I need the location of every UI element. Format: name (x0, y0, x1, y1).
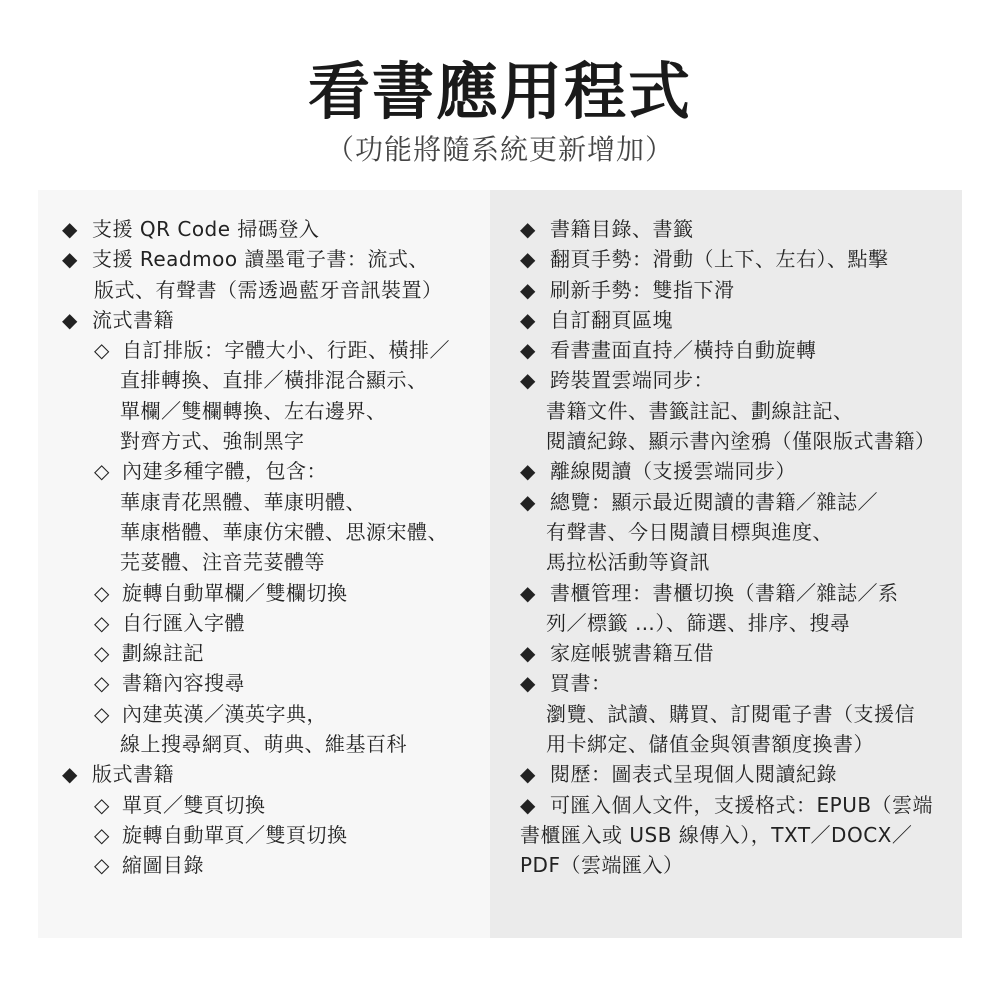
feature-line (490, 820, 962, 850)
hollow-diamond-bullet-icon: ◇ (94, 338, 110, 363)
feature-line (38, 456, 490, 486)
filled-diamond-bullet-icon: ◆ (520, 247, 536, 272)
feature-text: 刷新手勢：雙指下滑 (550, 277, 735, 302)
filled-diamond-bullet-icon: ◆ (520, 277, 536, 302)
hollow-diamond-bullet-icon: ◇ (94, 641, 110, 666)
page-subtitle: （功能將隨系統更新增加） (325, 133, 674, 166)
feature-text: 跨裝置雲端同步： (550, 368, 714, 393)
feature-text: 芫荽體、注音芫荽體等 (120, 550, 325, 575)
feature-text: 線上搜尋網頁、萌典、維基百科 (120, 732, 407, 757)
feature-text: 閱歷：圖表式呈現個人閱讀紀錄 (550, 762, 837, 787)
feature-line (38, 759, 490, 789)
feature-text: 書櫃匯入或 USB 線傳入），TXT／DOCX／ (520, 822, 913, 847)
feature-text: 旋轉自動單欄／雙欄切換 (122, 580, 348, 605)
feature-text: 支援 Readmoo 讀墨電子書：流式、 (92, 247, 429, 272)
feature-text: 買書： (550, 671, 612, 696)
feature-text: 有聲書、今日閱讀目標與進度、 (546, 519, 833, 544)
feature-text: 支援 QR Code 掃碼登入 (92, 217, 320, 241)
feature-text: 華康青花黑體、華康明體、 (120, 489, 366, 514)
feature-line (38, 426, 490, 456)
feature-line (38, 244, 490, 274)
filled-diamond-bullet-icon: ◆ (62, 217, 78, 241)
feature-line (490, 214, 962, 244)
feature-text: 可匯入個人文件，支援格式：EPUB（雲端 (550, 792, 934, 817)
filled-diamond-bullet-icon: ◆ (520, 307, 536, 332)
feature-line (490, 668, 962, 698)
feature-line (38, 517, 490, 547)
feature-line (490, 335, 962, 365)
feature-text: 書籍目錄、書籤 (550, 217, 694, 241)
filled-diamond-bullet-icon: ◆ (520, 368, 536, 393)
feature-line (490, 608, 962, 638)
feature-text: 翻頁手勢：滑動（上下、左右）、點擊 (550, 247, 889, 272)
feature-line (38, 668, 490, 698)
filled-diamond-bullet-icon: ◆ (520, 489, 536, 514)
feature-line (490, 517, 962, 547)
feature-text: 用卡綁定、儲值金與領書額度換書） (546, 732, 874, 757)
feature-line (38, 638, 490, 668)
filled-diamond-bullet-icon: ◆ (520, 762, 536, 787)
hollow-diamond-bullet-icon: ◇ (94, 822, 110, 847)
feature-text: 離線閱讀（支援雲端同步） (550, 459, 796, 484)
hollow-diamond-bullet-icon: ◇ (94, 459, 110, 484)
filled-diamond-bullet-icon: ◆ (520, 792, 536, 817)
hollow-diamond-bullet-icon: ◇ (94, 671, 110, 696)
feature-text: 書籍內容搜尋 (122, 671, 245, 696)
filled-diamond-bullet-icon: ◆ (520, 217, 536, 241)
feature-line (490, 699, 962, 729)
filled-diamond-bullet-icon: ◆ (520, 459, 536, 484)
feature-line (38, 396, 490, 426)
feature-line (38, 214, 490, 244)
feature-text: 內建英漢／漢英字典， (122, 701, 327, 726)
feature-line (38, 487, 490, 517)
feature-line (490, 275, 962, 305)
feature-line (490, 426, 962, 456)
feature-text: 自訂翻頁區塊 (550, 307, 673, 332)
filled-diamond-bullet-icon: ◆ (520, 641, 536, 666)
feature-text: 看書畫面直持／橫持自動旋轉 (550, 338, 817, 363)
hollow-diamond-bullet-icon: ◇ (94, 701, 110, 726)
feature-text: 瀏覽、試讀、購買、訂閱電子書（支援信 (546, 701, 915, 726)
feature-line (38, 699, 490, 729)
filled-diamond-bullet-icon: ◆ (520, 580, 536, 605)
feature-line (490, 244, 962, 274)
feature-panel-left (38, 190, 490, 938)
filled-diamond-bullet-icon: ◆ (62, 307, 78, 332)
filled-diamond-bullet-icon: ◆ (62, 247, 78, 272)
feature-text: 華康楷體、華康仿宋體、思源宋體、 (120, 519, 448, 544)
feature-line (38, 850, 490, 880)
feature-text: 自訂排版：字體大小、行距、橫排／ (122, 338, 450, 363)
feature-text: 劃線註記 (122, 641, 204, 666)
feature-line (38, 335, 490, 365)
feature-text: 書櫃管理：書櫃切換（書籍／雜誌／系 (550, 580, 899, 605)
hollow-diamond-bullet-icon: ◇ (94, 610, 110, 635)
feature-line (490, 305, 962, 335)
feature-text: 閱讀紀錄、顯示書內塗鴉（僅限版式書籍） (546, 429, 936, 454)
filled-diamond-bullet-icon: ◆ (520, 671, 536, 696)
feature-line (490, 547, 962, 577)
feature-text: 列／標籤 …）、篩選、排序、搜尋 (546, 610, 851, 635)
feature-text: 單欄／雙欄轉換、左右邊界、 (120, 398, 387, 423)
feature-text: 版式書籍 (92, 762, 174, 787)
feature-text: 家庭帳號書籍互借 (550, 641, 714, 666)
feature-line (38, 275, 490, 305)
feature-line (490, 456, 962, 486)
hollow-diamond-bullet-icon: ◇ (94, 580, 110, 605)
feature-text: 單頁／雙頁切換 (122, 792, 266, 817)
feature-text: 自行匯入字體 (122, 610, 245, 635)
feature-text: 旋轉自動單頁／雙頁切換 (122, 822, 348, 847)
feature-line (38, 578, 490, 608)
feature-text: 書籍文件、書籤註記、劃線註記、 (546, 398, 854, 423)
hollow-diamond-bullet-icon: ◇ (94, 853, 110, 878)
feature-line (38, 547, 490, 577)
feature-line (490, 578, 962, 608)
feature-line (490, 365, 962, 395)
page-title: 看書應用程式 (307, 55, 692, 128)
feature-line (38, 729, 490, 759)
feature-text: 馬拉松活動等資訊 (546, 550, 710, 575)
filled-diamond-bullet-icon: ◆ (62, 762, 78, 787)
feature-text: 版式、有聲書（需透過藍牙音訊裝置） (94, 277, 443, 302)
feature-line (490, 759, 962, 789)
feature-line (490, 729, 962, 759)
feature-line (38, 820, 490, 850)
feature-line (38, 790, 490, 820)
feature-text: 縮圖目錄 (122, 853, 204, 878)
filled-diamond-bullet-icon: ◆ (520, 338, 536, 363)
hollow-diamond-bullet-icon: ◇ (94, 792, 110, 817)
feature-line (38, 305, 490, 335)
feature-line (38, 608, 490, 638)
feature-line (490, 396, 962, 426)
feature-line (38, 365, 490, 395)
feature-text: PDF（雲端匯入） (520, 853, 684, 878)
feature-text: 直排轉換、直排／橫排混合顯示、 (120, 368, 428, 393)
feature-text: 總覽：顯示最近閱讀的書籍／雜誌／ (550, 489, 878, 514)
feature-line (490, 850, 962, 880)
feature-text: 內建多種字體，包含： (122, 459, 327, 484)
feature-text: 流式書籍 (92, 307, 174, 332)
feature-line (490, 487, 962, 517)
feature-line (490, 638, 962, 668)
feature-panel-right (490, 190, 962, 938)
feature-line (490, 790, 962, 820)
feature-text: 對齊方式、強制黑字 (120, 429, 305, 454)
